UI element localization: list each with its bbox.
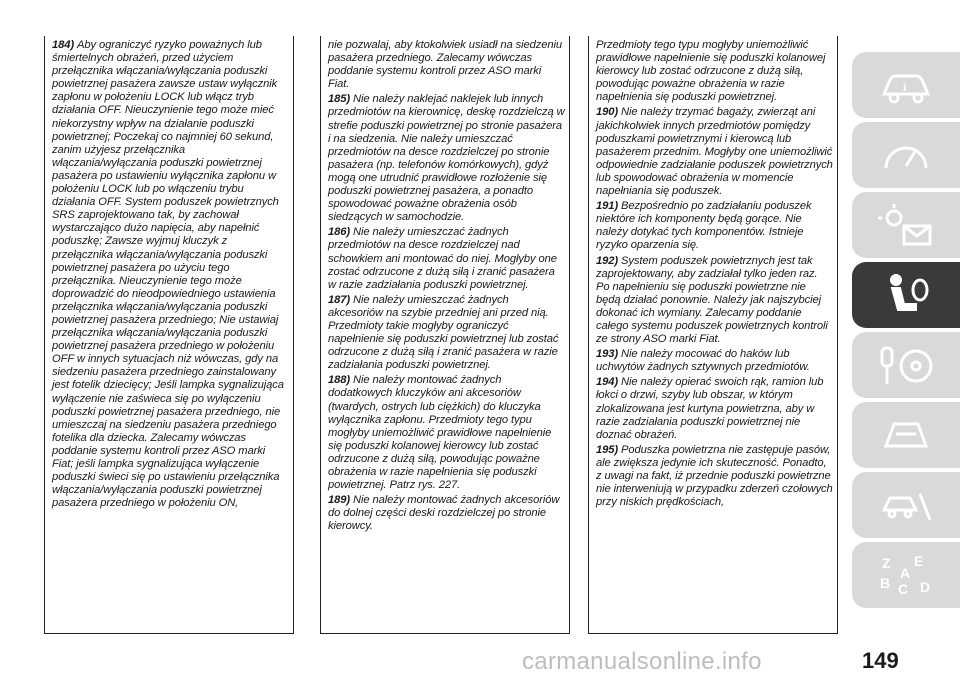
- warning-number: 185): [328, 93, 350, 106]
- warning-text: Nie należy opierać swoich rąk, ramion lub łokci o drzwi, szyby lub obszar, w którym zlokalizowana jest kurtyna powietrzna, aby w razie zadziałania poduszki powietrznej nie doznać obrażeń.: [596, 376, 824, 441]
- svg-text:B: B: [880, 575, 891, 591]
- warning-paragraph: [596, 39, 833, 104]
- lights-mail-icon: [876, 200, 936, 250]
- warning-text: Nie należy naklejać naklejek lub innych przedmiotów na kierownicę, deskę rozdzielczą w strefie poduszki powietrznej po stronie pasażera i na siedzenia. Nie należy umieszczać przedmiotów na desce rozdzielczej po stronie pasażera (np. telefonów komórkowych), gdyż mogą one utrudnić prawidłowe rozłożenie się poduszki powietrznej pasażera, a ponadto spowodować poważne obrażenia osób siedzących w samochodzie.: [328, 93, 565, 224]
- watermark: carmanualsonline.info: [522, 648, 762, 675]
- warning-paragraph: [596, 255, 833, 347]
- column-2: [320, 36, 570, 634]
- tab-key-steering[interactable]: [852, 332, 960, 398]
- tab-multimedia[interactable]: [852, 402, 960, 468]
- tab-gauge[interactable]: [852, 122, 960, 188]
- warning-paragraph: [328, 93, 565, 224]
- warning-number: 184): [52, 39, 74, 51]
- warning-text: Nie należy montować żadnych akcesoriów do dolnej części deski rozdzielczej po stronie kierowcy.: [328, 494, 560, 533]
- column-3: [588, 36, 838, 634]
- warning-text: Nie należy umieszczać żadnych przedmiotów na desce rozdzielczej nad schowkiem ani montować do niej. Mogłyby one zostać odrzucone z dużą siłą i zranić pasażera w razie zadziałania poduszki powietrznej.: [328, 226, 557, 291]
- warning-paragraph: [596, 444, 833, 509]
- warning-number: 193): [596, 348, 618, 361]
- warning-number: 188): [328, 374, 350, 387]
- warning-number: 187): [328, 293, 350, 306]
- svg-text:C: C: [898, 581, 909, 597]
- warning-paragraph: [596, 376, 833, 441]
- tab-car-info[interactable]: [852, 52, 960, 118]
- warning-text: Poduszka powietrzna nie zastępuje pasów, ale zwiększa jedynie ich skuteczność. Ponadto, z uwagi na fakt, iż przednie poduszki powietrzne nie interweniują w przypadku zderzeń czołowych przy niskich prędkościach,: [596, 443, 833, 509]
- column-1: [44, 36, 294, 634]
- warning-paragraph: [328, 294, 565, 373]
- warning-number: 194): [596, 376, 618, 389]
- car-info-icon: [876, 60, 936, 110]
- warning-text: Nie należy trzymać bagaży, zwierząt ani jakichkolwiek innych przedmiotów pomiędzy poduszkami powietrznymi i kierowcą lub pasażerem przednim. Mogłyby one uniemożliwić odpowiednie zadziałanie poduszek powietrznych lub spowodować obrażenia w momencie napełniania się poduszek.: [596, 106, 833, 198]
- warning-number: 190): [596, 106, 618, 119]
- warning-text: Bezpośrednio po zadziałaniu poduszek niektóre ich komponenty będą gorące. Nie należy dotykać tych komponentów. Istnieje ryzyko oparzenia się.: [596, 200, 812, 252]
- alphabet-index-icon: [876, 550, 936, 600]
- svg-text:D: D: [920, 579, 931, 595]
- warning-text: Aby ograniczyć ryzyko poważnych lub śmiertelnych obrażeń, przed użyciem przełącznika włączania/wyłączania poduszki powietrznej pasażera zawsze ustaw wyłącznik zapłonu w położeniu LOCK lub włącz tryb działania OFF. Nieuczynienie tego może mieć niekorzystny wpływ na działanie poduszki powietrznej; Poczekaj co najmniej 60 sekund, zanim użyjesz przełącznika włączania/wyłączania poduszki powietrznej pasażera po ustawieniu wyłącznika zapłonu w położeniu LOCK lub po włączeniu trybu działania OFF. System poduszek powietrznych SRS zaprojektowano tak, by zachował wystarczająco dużo napięcia, aby napełnić poduszkę; Zawsze wyjmuj kluczyk z przełącznika włączania/wyłączania poduszki powietrznej pasażera po użyciu tego przełącznika. Nieuczynienie tego może doprowadzić do nieodpowiedniego ustawienia przełącznika włączania/wyłączania poduszki powietrznej pasażera przedniego; Nie ustawiaj przełącznika włączania/wyłączania poduszki powietrznej pasażera przedniego w położeniu OFF w innych sytuacjach niż wówczas, gdy na siedzeniu pasażera przedniego zainstalowany jest fotelik dziecięcy; Jeśli lampka sygnalizująca wyłączenie nie zaświeca się po wyłączeniu poduszki powietrznej pasażera przedniego, nie umieszczaj na siedzeniu pasażera przedniego fotelika dla dziecka. Zalecamy wówczas poddanie systemu kontroli przez ASO marki Fiat; jeśli lampka sygnalizująca wyłączenie poduszki świeci się po ustawieniu przełącznika włączania/wyłączania poduszki powietrznej pasażera przedniego w położeniu ON,: [52, 39, 284, 510]
- gauge-icon: [876, 130, 936, 180]
- warning-text: System poduszek powietrznych jest tak zaprojektowany, aby zadziałał tylko jeden raz. Po napełnieniu się poduszki powietrzne nie będą działać ponownie. Należy jak najszybciej dokonać ich wymiany. Zalecamy poddanie całego systemu poduszek powietrznych kontroli ze strony ASO marki Fiat.: [596, 254, 828, 346]
- tab-lights-mail[interactable]: [852, 192, 960, 258]
- warning-text: Nie należy umieszczać żadnych akcesoriów na szybie przedniej ani przed nią. Przedmioty takie mogłyby ograniczyć napełnienie się poduszki powietrznej lub zostać odrzucone z dużą siłą i zranić pasażera w razie zadziałania poduszki powietrznej.: [328, 293, 559, 372]
- warning-number: 195): [596, 443, 618, 456]
- svg-text:Z: Z: [882, 555, 891, 571]
- tab-car-wrench[interactable]: [852, 472, 960, 538]
- warning-paragraph: [52, 39, 289, 510]
- tab-alphabet-index[interactable]: [852, 542, 960, 608]
- warning-text: Przedmioty tego typu mogłyby uniemożliwić prawidłowe napełnienie się poduszki kolanowej kierowcy lub zostać odrzucone z dużą siłą, powodując poważne obrażenia w razie napełnienia się poduszki powietrznej.: [596, 39, 826, 104]
- warning-text: nie pozwalaj, aby ktokolwiek usiadł na siedzeniu pasażera przedniego. Zalecamy wówczas poddanie systemu kontroli przez ASO marki Fiat.: [328, 39, 563, 91]
- warning-paragraph: [328, 374, 565, 492]
- key-steering-icon: [876, 340, 936, 390]
- warning-number: 186): [328, 226, 350, 239]
- car-wrench-icon: [876, 480, 936, 530]
- warning-text: Nie należy mocować do haków lub uchwytów żadnych sztywnych przedmiotów.: [596, 348, 810, 374]
- tab-seat-airbag[interactable]: [852, 262, 960, 328]
- warning-paragraph: [596, 200, 833, 252]
- warning-number: 191): [596, 200, 618, 213]
- warning-text: Nie należy montować żadnych dodatkowych kluczyków ani akcesoriów (twardych, ostrych lub ciężkich) do kluczyka wyłącznika zapłonu. Przedmioty tego typu mogłyby uniemożliwić prawidłowe napełnienie się poduszki kolanowej kierowcy lub zostać odrzucone z dużą siłą, powodując poważne obrażenia w razie napełnienia się poduszki powietrznej. Patrz rys. 227.: [328, 374, 552, 492]
- warning-number: 192): [596, 254, 618, 267]
- warning-paragraph: [596, 106, 833, 198]
- svg-text:i: i: [903, 80, 907, 94]
- seat-airbag-icon: [876, 270, 936, 320]
- svg-text:A: A: [900, 565, 911, 581]
- warning-paragraph: [328, 226, 565, 291]
- chapter-tabs: [852, 52, 960, 612]
- page-number: 149: [862, 648, 899, 673]
- svg-text:E: E: [914, 553, 924, 569]
- warning-paragraph: [596, 348, 833, 374]
- warning-number: 189): [328, 494, 350, 507]
- multimedia-icon: [876, 410, 936, 460]
- warning-paragraph: [328, 39, 565, 91]
- warning-paragraph: [328, 494, 565, 533]
